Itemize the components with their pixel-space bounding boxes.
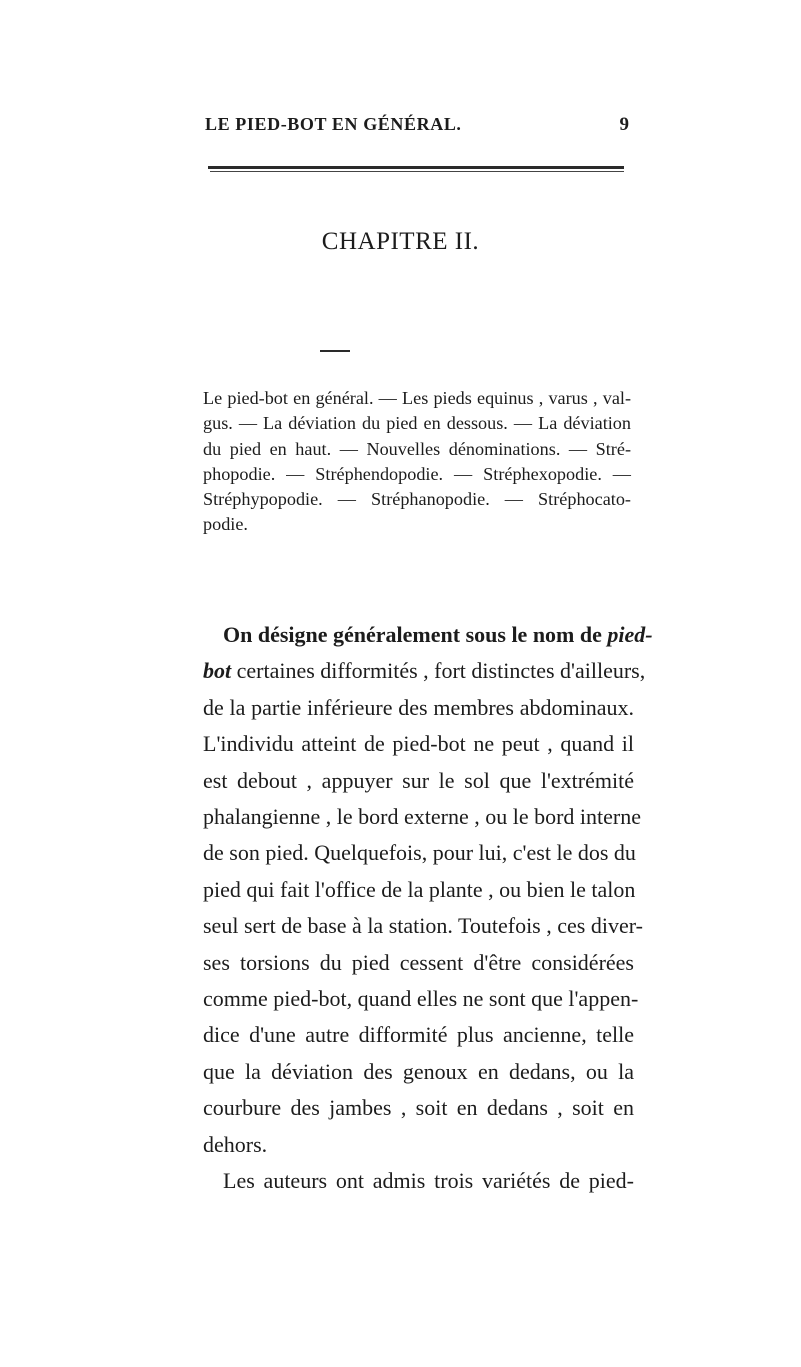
paragraph-line: comme pied-bot, quand elles ne sont que l'appen- xyxy=(203,986,639,1012)
summary-line: Stréphypopodie. — Stréphanopodie. — Stréphocato- xyxy=(203,489,631,510)
header-rule-thick xyxy=(208,166,624,169)
chapter-divider xyxy=(320,350,350,352)
paragraph-line: courbure des jambes , soit en dedans , soit en xyxy=(203,1095,634,1121)
italic-term: bot xyxy=(203,658,232,684)
paragraph-line: de son pied. Quelquefois, pour lui, c'est le dos du xyxy=(203,840,636,866)
page-number: 9 xyxy=(619,114,629,135)
running-head xyxy=(205,114,629,140)
paragraph-line xyxy=(203,653,646,689)
summary-line: Le pied-bot en général. — Les pieds equinus , varus , val- xyxy=(203,388,631,408)
running-title: LE PIED-BOT EN GÉNÉRAL. xyxy=(205,114,462,134)
paragraph-line: phalangienne , le bord externe , ou le bord interne xyxy=(203,804,642,830)
chapter-title: CHAPITRE II. xyxy=(321,228,480,255)
paragraph-line xyxy=(203,617,653,653)
body-text xyxy=(203,617,653,1200)
paragraph-line: est debout , appuyer sur le sol que l'extrémité xyxy=(203,767,634,793)
paragraph-line: dice d'une autre difformité plus ancienne, telle xyxy=(203,1022,634,1048)
paragraph-text: certaines difformités , fort distinctes d'ailleurs, xyxy=(231,658,646,684)
paragraph-lead: On désigne généralement sous le nom de xyxy=(223,622,608,647)
paragraph-line: dehors. xyxy=(203,1131,268,1157)
paragraph-line: ses torsions du pied cessent d'être considérées xyxy=(203,949,634,975)
summary-line: du pied en haut. — Nouvelles dénominations. — Stré- xyxy=(203,438,631,459)
summary-line: podie. xyxy=(203,514,248,535)
paragraph-line: Les auteurs ont admis trois variétés de pied- xyxy=(223,1168,634,1194)
summary-line: gus. — La déviation du pied en dessous. — La déviation xyxy=(203,413,631,434)
paragraph-line: seul sert de base à la station. Toutefois , ces diver- xyxy=(203,913,643,939)
header-rule-thin xyxy=(210,171,624,172)
paragraph-line: pied qui fait l'office de la plante , ou bien le talon xyxy=(203,876,636,902)
paragraph-line: que la déviation des genoux en dedans, ou la xyxy=(203,1058,634,1084)
italic-term: pied- xyxy=(607,622,653,647)
summary-line: phopodie. — Stréphendopodie. — Stréphexopodie. — xyxy=(203,463,631,484)
chapter-summary xyxy=(203,386,631,538)
paragraph-line: L'individu atteint de pied-bot ne peut , quand il xyxy=(203,731,634,757)
paragraph-line: de la partie inférieure des membres abdominaux. xyxy=(203,694,634,720)
